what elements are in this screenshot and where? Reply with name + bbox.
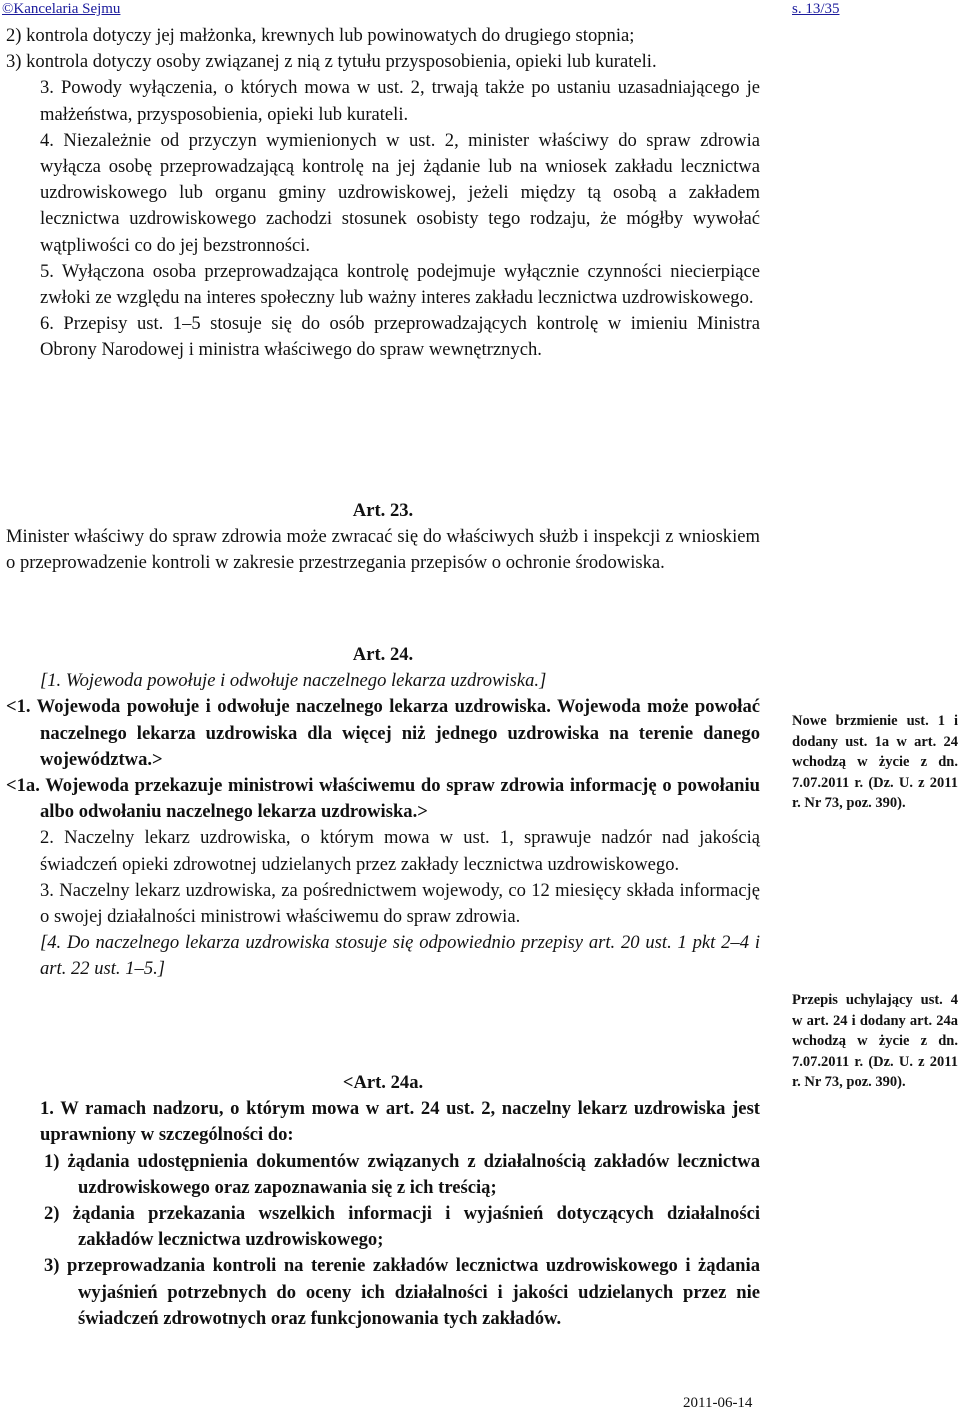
kancelaria-sejmu-link[interactable]: ©Kancelaria Sejmu bbox=[2, 1, 121, 17]
header-page-number bbox=[792, 0, 840, 18]
art22-continuation bbox=[6, 23, 760, 364]
art24a-point-2: 2) żądania przekazania wszelkich informacji i wyjaśnień dotyczących działalności zakładów lecznictwa uzdrowiskowego; bbox=[44, 1203, 760, 1251]
margin-note-art24-amendment: Nowe brzmienie ust. 1 i dodany ust. 1a w art. 24 wchodzą w życie z dn. 7.07.2011 r. (Dz. U. z 2011 r. Nr 73, poz. 390). bbox=[792, 713, 958, 811]
page-number-link[interactable]: s. 13/35 bbox=[792, 1, 840, 17]
art-24a bbox=[6, 1070, 760, 1332]
paragraph-3: 3. Powody wyłączenia, o których mowa w ust. 2, trwają także po ustaniu uzasadniającego je małżeństwa, przysposobienia, opieki lub kurateli. bbox=[40, 77, 760, 125]
art24a-point-1: 1) żądania udostępnienia dokumentów związanych z działalnością zakładów lecznictwa uzdrowiskowego oraz zapoznawania się z ich treścią; bbox=[44, 1150, 760, 1198]
paragraph-2-3: 3) kontrola dotyczy osoby związanej z nią z tytułu przysposobienia, opieki lub kurateli. bbox=[6, 51, 657, 73]
art24-new-paragraph-1a: <1a. Wojewoda przekazuje ministrowi właściwemu do spraw zdrowia informację o powołaniu albo odwołaniu naczelnego lekarza uzdrowiska.> bbox=[6, 775, 760, 823]
art23-title: Art. 23. bbox=[352, 500, 414, 521]
art-24 bbox=[6, 642, 760, 983]
art24-new-paragraph-1: <1. Wojewoda powołuje i odwołuje naczelnego lekarza uzdrowiska. Wojewoda może powołać naczelnego lekarza uzdrowiska dla więcej niż jednego uzdrowiska na terenie danego województwa.> bbox=[6, 696, 760, 770]
art24a-point-3: 3) przeprowadzania kontroli na terenie zakładów lecznictwa uzdrowiskowego i żądania wyjaśnień potrzebnych do oceny ich działalności i jakości udzielanych przez nie świadczeń zdrowotnych oraz funkcjonowania tych zakładów. bbox=[44, 1255, 760, 1329]
art24a-title: <Art. 24a. bbox=[342, 1072, 424, 1093]
art-23 bbox=[6, 498, 760, 577]
art24-old-paragraph-1: [1. Wojewoda powołuje i odwołuje naczelnego lekarza uzdrowiska.] bbox=[40, 670, 547, 692]
paragraph-4: 4. Niezależnie od przyczyn wymienionych w ust. 2, minister właściwy do spraw zdrowia wyłącza osobę przeprowadzającą kontrolę na jej żądanie lub na wniosek zakładu lecznictwa uzdrowiskowego lub organu gminy uzdrowiskowej, jeżeli między tą osobą a zakładem lecznictwa uzdrowiskowego zachodzi stosunek osobisty tego rodzaju, że mógłby wywołać wątpliwości co do jej bezstronności. bbox=[40, 129, 760, 256]
paragraph-2-2: 2) kontrola dotyczy jej małżonka, krewnych lub powinowatych do drugiego stopnia; bbox=[6, 25, 635, 46]
paragraph-5: 5. Wyłączona osoba przeprowadzająca kontrolę podejmuje wyłącznie czynności niecierpiące zwłoki ze względu na interes społeczny lub ważny interes zakładu lecznictwa uzdrowiskowego. bbox=[40, 260, 760, 309]
header-source bbox=[2, 0, 120, 18]
art24-paragraph-3: 3. Naczelny lekarz uzdrowiska, za pośrednictwem wojewody, co 12 miesięcy składa informację o swojej działalności ministrowi właściwemu do spraw zdrowia. bbox=[40, 879, 760, 928]
art24-old-paragraph-4: [4. Do naczelnego lekarza uzdrowiska stosuje się odpowiednio przepisy art. 20 ust. 1 pkt 2–4 i art. 22 ust. 1–5.] bbox=[40, 932, 760, 980]
art24-paragraph-2: 2. Naczelny lekarz uzdrowiska, o którym mowa w ust. 1, sprawuje nadzór nad jakością świadczeń opieki zdrowotnej udzielanych przez zakłady lecznictwa uzdrowiskowego. bbox=[40, 827, 760, 875]
art23-text: Minister właściwy do spraw zdrowia może zwracać się do właściwych służb i inspekcji z wnioskiem o przeprowadzenie kontroli w zakresie przestrzegania przepisów o ochronie środowiska. bbox=[6, 526, 760, 574]
footer-date: 2011-06-14 bbox=[683, 1395, 753, 1411]
margin-note-art24a-amendment: Przepis uchylający ust. 4 w art. 24 i dodany art. 24a wchodzą w życie z dn. 7.07.2011 r. (Dz. U. z 2011 r. Nr 73, poz. 390). bbox=[792, 992, 958, 1090]
art24-title: Art. 24. bbox=[352, 644, 414, 665]
art24a-paragraph-1: 1. W ramach nadzoru, o którym mowa w art. 24 ust. 2, naczelny lekarz uzdrowiska jest uprawniony w szczególności do: bbox=[40, 1098, 760, 1146]
paragraph-6: 6. Przepisy ust. 1–5 stosuje się do osób przeprowadzających kontrolę w imieniu Ministra Obrony Narodowej i ministra właściwego do spraw wewnętrznych. bbox=[40, 313, 760, 361]
